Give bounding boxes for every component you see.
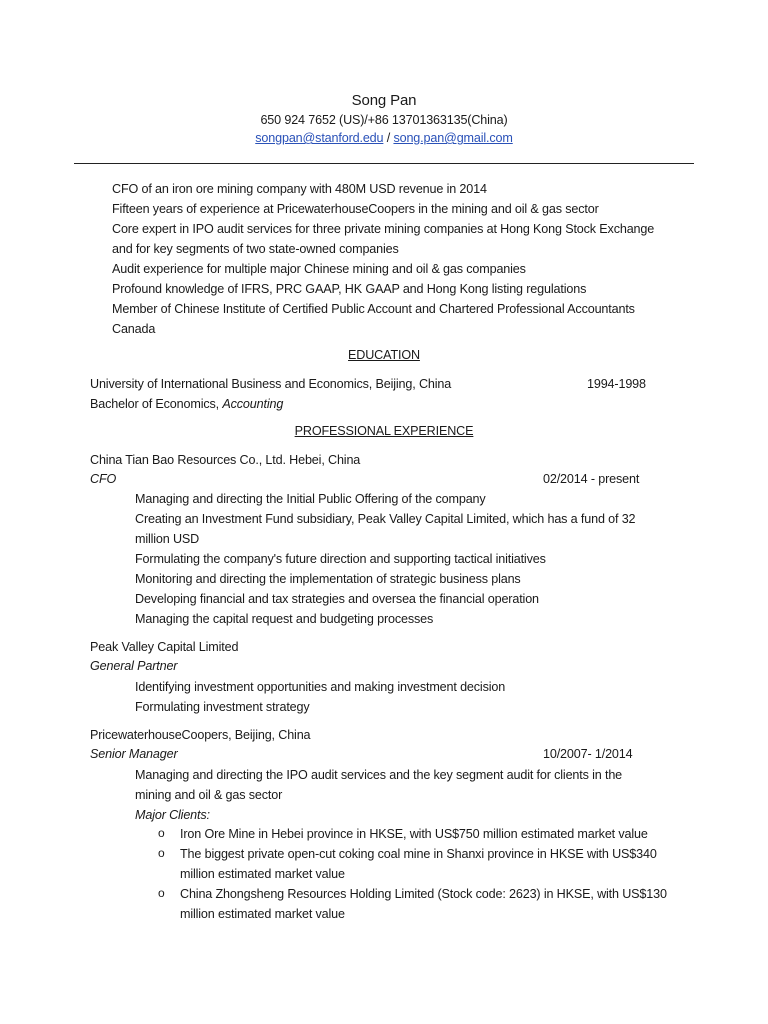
education-school: University of International Business and Economics, Beijing, China <box>90 377 452 391</box>
job3-title: Senior Manager <box>90 747 178 761</box>
phone-numbers: 650 924 7652 (US)/+86 13701363135(China) <box>260 113 508 127</box>
major-clients-label: Major Clients: <box>135 808 210 822</box>
summary-item: Fifteen years of experience at PricewaterhouseCoopers in the mining and oil & gas sector <box>112 202 599 216</box>
job1-title: CFO <box>90 472 117 486</box>
summary-list <box>112 181 682 341</box>
education-years: 1994-1998 <box>587 377 646 391</box>
job1-company: China Tian Bao Resources Co., Ltd. Hebei, China <box>90 453 361 467</box>
email-link-stanford[interactable]: songpan@stanford.edu <box>255 131 384 145</box>
email-line <box>0 131 768 145</box>
summary-item: Member of Chinese Institute of Certified Public Account and Chartered Professional Accountants <box>112 302 635 316</box>
duty-item: million USD <box>135 532 200 546</box>
duty-item: Managing and directing the Initial Public Offering of the company <box>135 492 486 506</box>
summary-item: Audit experience for multiple major Chinese mining and oil & gas companies <box>112 262 526 276</box>
job3-duties <box>135 767 622 827</box>
education-degree <box>90 396 283 412</box>
duty-item: Creating an Investment Fund subsidiary, Peak Valley Capital Limited, which has a fund of 32 <box>135 512 636 526</box>
duty-item: Identifying investment opportunities and making investment decision <box>135 680 506 694</box>
summary-item: Core expert in IPO audit services for three private mining companies at Hong Kong Stock Exchange <box>112 222 655 236</box>
client-item: The biggest private open-cut coking coal mine in Shanxi province in HKSE with US$340 <box>180 847 657 861</box>
header-divider <box>74 163 694 164</box>
education-heading: EDUCATION <box>348 348 420 362</box>
summary-item: CFO of an iron ore mining company with 480M USD revenue in 2014 <box>112 182 487 196</box>
job1-duties <box>135 491 635 631</box>
client-item-continued: million estimated market value <box>180 867 345 881</box>
experience-heading: PROFESSIONAL EXPERIENCE <box>294 424 474 438</box>
duty-item: mining and oil & gas sector <box>135 788 283 802</box>
duty-item: Managing and directing the IPO audit services and the key segment audit for clients in the <box>135 768 623 782</box>
client-item-continued: million estimated market value <box>180 907 345 921</box>
job2-company: Peak Valley Capital Limited <box>90 640 239 654</box>
candidate-name: Song Pan <box>351 92 417 109</box>
duty-item: Developing financial and tax strategies and oversea the financial operation <box>135 592 539 606</box>
client-item: China Zhongsheng Resources Holding Limited (Stock code: 2623) in HKSE, with US$130 <box>180 887 667 901</box>
degree-major: Accounting <box>222 397 284 411</box>
summary-item: and for key segments of two state-owned companies <box>112 242 399 256</box>
job3-dates: 10/2007- 1/2014 <box>543 747 633 761</box>
summary-item: Profound knowledge of IFRS, PRC GAAP, HK GAAP and Hong Kong listing regulations <box>112 282 587 296</box>
job1-dates: 02/2014 - present <box>543 472 640 486</box>
duty-item: Formulating investment strategy <box>135 700 310 714</box>
client-item: Iron Ore Mine in Hebei province in HKSE, with US$750 million estimated market value <box>180 827 648 841</box>
degree-label: Bachelor of Economics, <box>90 397 223 411</box>
bullet-circle-icon: o <box>158 846 165 860</box>
duty-item: Monitoring and directing the implementation of strategic business plans <box>135 572 521 586</box>
job2-duties <box>135 679 505 719</box>
bullet-circle-icon: o <box>158 826 165 840</box>
job3-company: PricewaterhouseCoopers, Beijing, China <box>90 728 311 742</box>
duty-item: Formulating the company's future direction and supporting tactical initiatives <box>135 552 546 566</box>
email-link-gmail[interactable]: song.pan@gmail.com <box>393 131 513 145</box>
job2-title: General Partner <box>90 659 178 673</box>
email-separator: / <box>383 131 394 145</box>
bullet-circle-icon: o <box>158 886 165 900</box>
duty-item: Managing the capital request and budgeting processes <box>135 612 434 626</box>
summary-item: Canada <box>112 322 156 336</box>
